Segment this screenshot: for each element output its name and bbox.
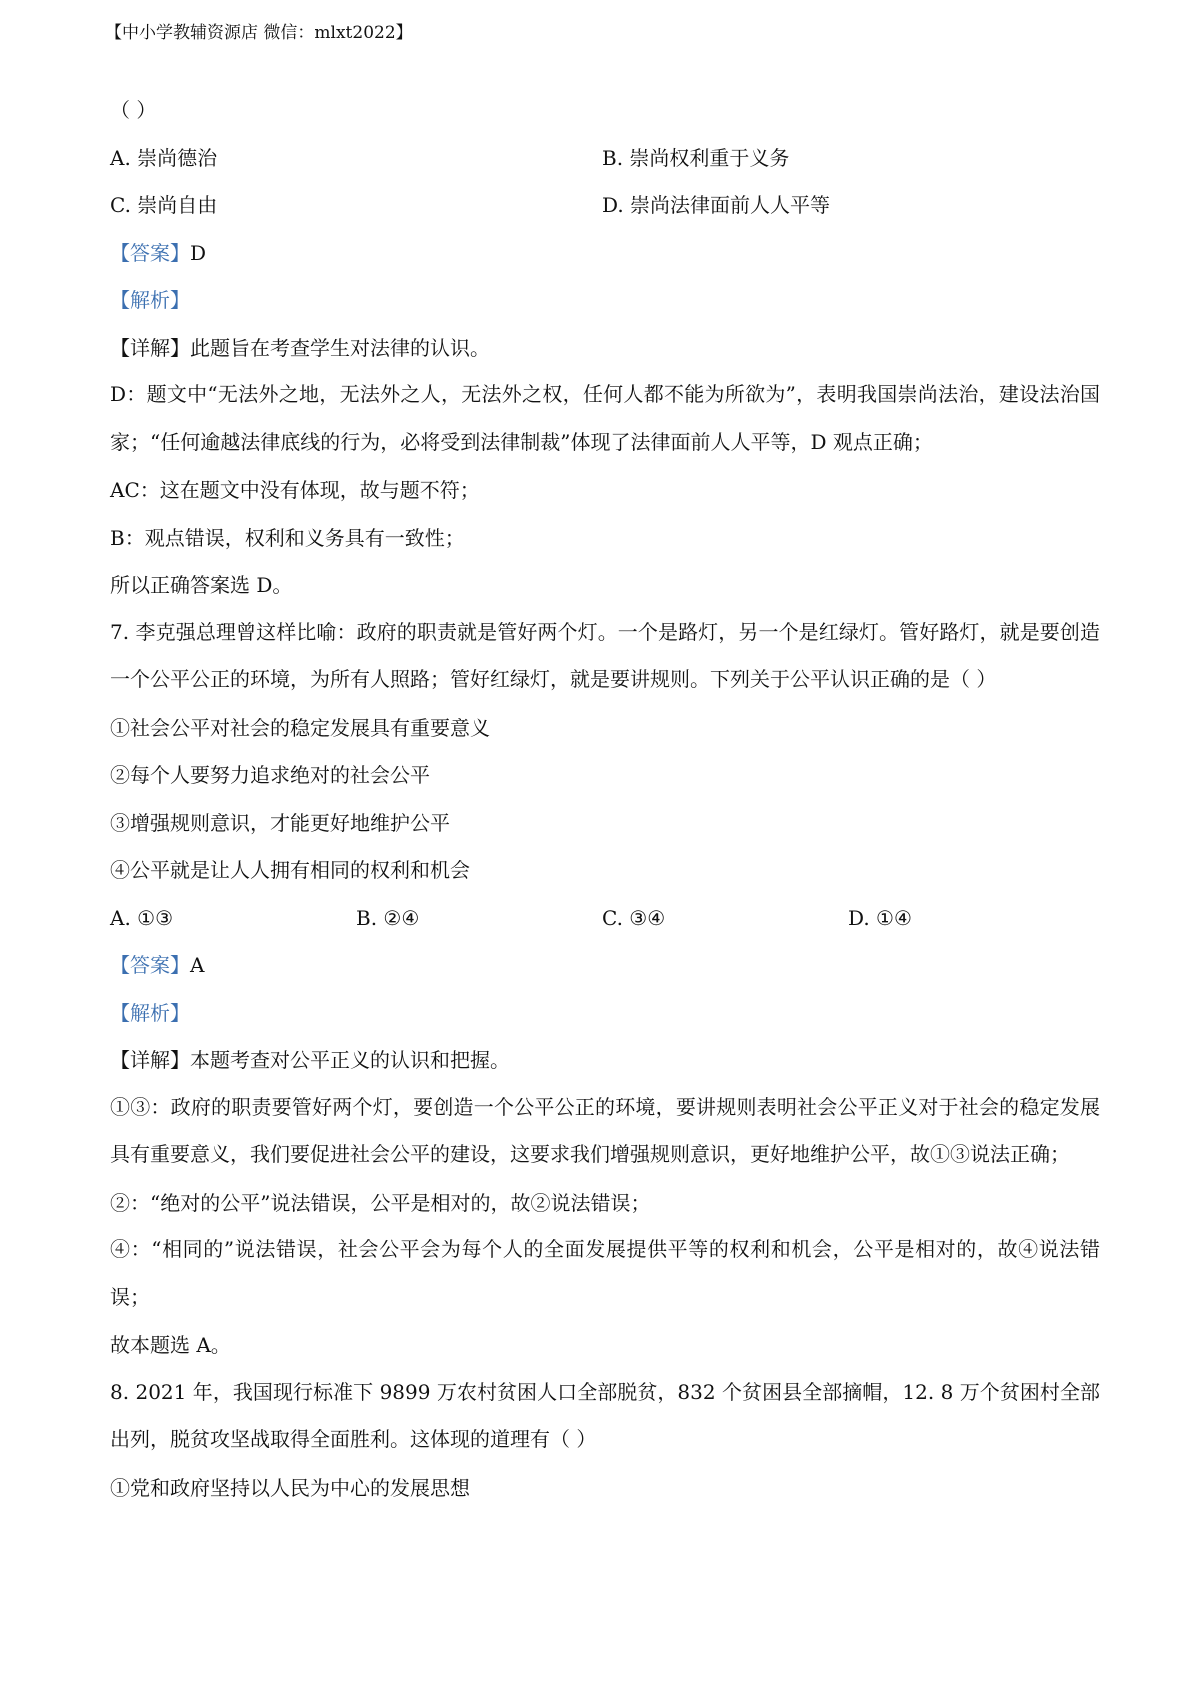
q6-explanation-ac: AC：这在题文中没有体现，故与题不符； (110, 478, 480, 502)
q7-item-4: ④公平就是让人人拥有相同的权利和机会 (110, 858, 470, 882)
q7-option-c: C. ③④ (602, 905, 666, 930)
q6-paren: （ ） (110, 98, 157, 122)
answer-value: D (190, 240, 207, 265)
q7-option-a: A. ①③ (110, 905, 174, 930)
q6-option-c: C. 崇尚自由 (110, 193, 218, 217)
q6-option-d: D. 崇尚法律面前人人平等 (602, 193, 831, 217)
answer-tag: 【答案】 (110, 240, 190, 265)
q7-stem: 7. 李克强总理曾这样比喻：政府的职责就是管好两个灯。一个是路灯，另一个是红绿灯。管好路灯，就是要创造一个公平公正的环境，为所有人照路；管好红绿灯，就是要讲规则。下列关于公平认识正确的是（ ） (110, 619, 1100, 692)
q6-option-b: B. 崇尚权利重于义务 (602, 145, 790, 170)
q7-detail: 【详解】本题考查对公平正义的认识和把握。 (110, 1048, 510, 1072)
q7-option-b: B. ②④ (356, 905, 420, 930)
q7-analysis-tag: 【解析】 (110, 1000, 190, 1025)
q8-stem: 8. 2021 年，我国现行标准下 9899 万农村贫困人口全部脱贫，832 个贫困县全部摘帽，12. 8 万个贫困村全部出列，脱贫攻坚战取得全面胜利。这体现的道理有（ ） (110, 1379, 1100, 1452)
q7-item-1: ①社会公平对社会的稳定发展具有重要意义 (110, 715, 490, 740)
answer-value: A (190, 953, 205, 977)
answer-tag: 【答案】 (110, 953, 190, 977)
page-header-watermark: 【中小学教辅资源店 微信：mlxt2022】 (105, 23, 413, 43)
q6-answer (110, 239, 1100, 267)
q7-explanation-13: ①③：政府的职责要管好两个灯，要创造一个公平公正的环境，要讲规则表明社会公平正义对于社会的稳定发展具有重要意义，我们要促进社会公平的建设，这要求我们增强规则意识，更好地维护公平，故①③说法正确； (110, 1094, 1100, 1167)
q7-options (110, 904, 1100, 932)
q6-options-row-1 (110, 144, 1100, 172)
q7-option-d: D. ①④ (848, 905, 912, 930)
q6-analysis-tag: 【解析】 (110, 288, 190, 312)
q6-explanation-d: D：题文中“无法外之地，无法外之人，无法外之权，任何人都不能为所欲为”，表明我国崇尚法治，建设法治国家；“任何逾越法律底线的行为，必将受到法律制裁”体现了法律面前人人平等，D 观点正确； (110, 382, 1100, 454)
q7-explanation-2: ②：“绝对的公平”说法错误，公平是相对的，故②说法错误； (110, 1190, 651, 1215)
q7-answer (110, 951, 1100, 979)
q8-item-1: ①党和政府坚持以人民为中心的发展思想 (110, 1475, 470, 1500)
q6-detail: 【详解】此题旨在考查学生对法律的认识。 (110, 335, 490, 360)
q7-item-3: ③增强规则意识，才能更好地维护公平 (110, 810, 450, 835)
q6-option-a: A. 崇尚德治 (110, 145, 218, 170)
q7-item-2: ②每个人要努力追求绝对的社会公平 (110, 763, 430, 787)
q6-conclusion: 所以正确答案选 D。 (110, 573, 293, 597)
q6-explanation-b: B：观点错误，权利和义务具有一致性； (110, 525, 465, 550)
q6-options-row-2 (110, 191, 1100, 219)
q7-conclusion: 故本题选 A。 (110, 1333, 231, 1357)
q7-explanation-4: ④：“相同的”说法错误，社会公平会为每个人的全面发展提供平等的权利和机会，公平是相对的，故④说法错误； (110, 1237, 1100, 1309)
document-body (110, 96, 1100, 1521)
